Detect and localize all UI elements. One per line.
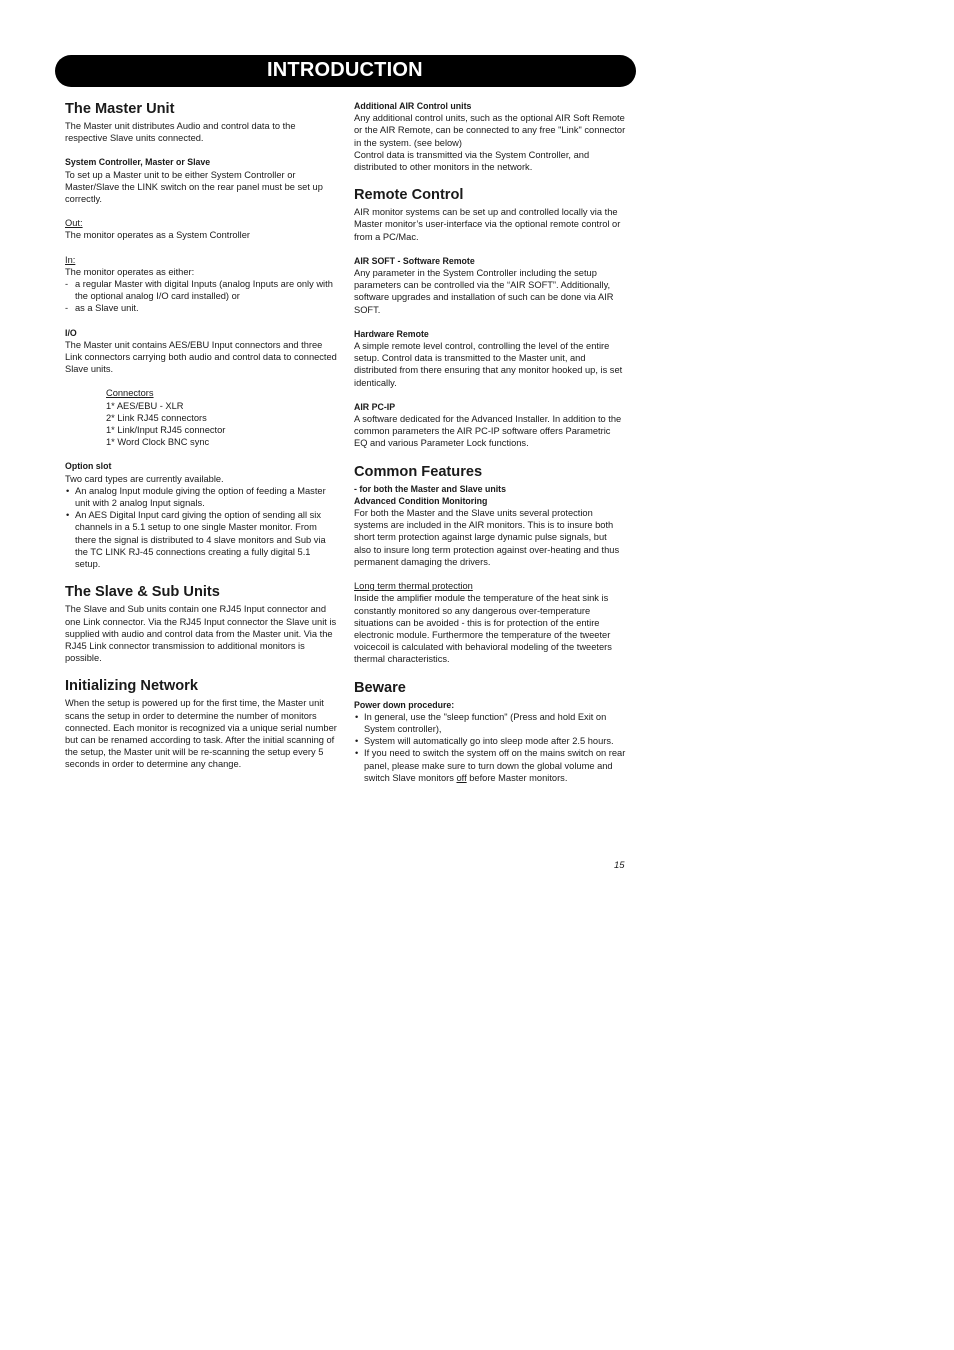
option-slot-text: Two card types are currently available. — [65, 473, 224, 484]
list-item — [354, 747, 626, 784]
connector-item: 1* Link/Input RJ45 connector — [106, 425, 226, 436]
connectors-label: Connectors — [106, 388, 154, 399]
list-item-text: If you need to switch the system off on the mains switch on rear panel, please make sure to turn down the global volume and switch Slave monitors — [364, 748, 626, 783]
power-down-list — [354, 711, 626, 784]
list-item: • An analog Input module giving the option of feeding a Master unit with 2 analog Input signals. — [65, 485, 337, 509]
connectors-block — [65, 387, 337, 448]
master-intro: The Master unit distributes Audio and control data to the respective Slave units connected. — [65, 121, 296, 144]
connector-item: 2* Link RJ45 connectors — [106, 412, 207, 423]
page-title: INTRODUCTION — [267, 59, 423, 81]
hardware-remote-heading: Hardware Remote — [354, 328, 429, 339]
thermal-protection-text: Inside the amplifier module the temperature of the heat sink is constantly monitored so any dangerous over-temperature situations can be avoided - this is for protection of the entire electronic module. Furthermore the temperature of the tweeter voicecoil is calculated with behavioral modeling of the tweeters thermal characteristics. — [354, 593, 612, 665]
air-soft-heading: AIR SOFT - Software Remote — [354, 255, 475, 266]
common-features-heading: Common Features — [354, 463, 483, 480]
air-pcip-heading: AIR PC-IP — [354, 401, 396, 412]
condition-monitoring-text: For both the Master and the Slave units several protection systems are included in the AIR monitors. This is to insure both short term protection against large dynamic pulse signals, but also to insure long term protection against over-heating and thus permanent damaging the drivers. — [354, 508, 620, 567]
list-item: - a regular Master with digital Inputs (analog Inputs are only with the optional analog I/O card installed) or — [65, 278, 337, 302]
list-item-text: before Master monitors. — [466, 772, 568, 783]
connector-item: 1* Word Clock BNC sync — [106, 437, 210, 448]
system-controller-text: To set up a Master unit to be either System Controller or Master/Slave the LINK switch on the rear panel must be set up correctly. — [65, 169, 323, 205]
out-text: The monitor operates as a System Controller — [65, 230, 250, 241]
in-text: The monitor operates as either: — [65, 266, 195, 277]
air-control-text-2: Control data is transmitted via the System Controller, and distributed to other monitors in the network. — [354, 149, 590, 173]
air-pcip-text: A software dedicated for the Advanced Installer. In addition to the common parameters the AIR PC-IP software offers Parametric EQ and various Parameter Lock functions. — [354, 414, 622, 449]
page-number: 15 — [614, 860, 625, 871]
thermal-protection-label: Long term thermal protection — [354, 581, 473, 592]
title-banner — [55, 55, 636, 87]
system-controller-heading: System Controller, Master or Slave — [65, 157, 211, 168]
list-item: • In general, use the "sleep function" (Press and hold Exit on System controller), — [354, 711, 626, 735]
option-slot-heading: Option slot — [65, 461, 112, 472]
io-heading: I/O — [65, 327, 77, 338]
list-item: - as a Slave unit. — [65, 302, 337, 314]
condition-monitoring-heading: Advanced Condition Monitoring — [354, 495, 488, 506]
off-emphasis: off — [456, 772, 467, 783]
io-text: The Master unit contains AES/EBU Input connectors and three Link connectors carrying both audio and control data to connected Slave units. — [65, 339, 337, 375]
connector-item: 1* AES/EBU - XLR — [106, 400, 184, 411]
slave-sub-heading: The Slave & Sub Units — [65, 584, 220, 601]
right-column — [354, 100, 626, 784]
in-options-list — [65, 278, 337, 315]
master-unit-heading: The Master Unit — [65, 101, 175, 117]
hardware-remote-text: A simple remote level control, controlling the level of the entire setup. Control data is transmitted to the Master unit, and distributed from there ensuring that any monitor hooked up, is set identically. — [354, 341, 623, 388]
initializing-network-heading: Initializing Network — [65, 678, 198, 695]
initializing-network-text: When the setup is powered up for the first time, the Master unit scans the setup in order to determine the number of monitors connected. Each monitor is recognized via a unique serial number but can be renamed according to task. After the initial scanning of the setup, the Master unit will be re-scanning the setup every 5 seconds in order to determine any change. — [65, 698, 337, 770]
left-column — [65, 100, 337, 771]
air-soft-text: Any parameter in the System Controller including the setup parameters can be controlled via the “AIR SOFT”. Additionally, software upgrades and installation of such can be done via AIR SOFT. — [354, 268, 614, 315]
remote-control-heading: Remote Control — [354, 187, 464, 204]
option-cards-list — [65, 485, 337, 570]
list-item: • System will automatically go into sleep mode after 2.5 hours. — [354, 735, 626, 747]
air-control-text: Any additional control units, such as the optional AIR Soft Remote or the AIR Remote, can be connected to any free "Link" connector in the system. (see below) — [354, 113, 626, 148]
remote-control-text: AIR monitor systems can be set up and controlled locally via the Master monitor’s user-interface via the optional remote control or from a PC/Mac. — [354, 207, 621, 242]
in-label: In: — [65, 254, 76, 265]
slave-sub-text: The Slave and Sub units contain one RJ45 Input connector and one Link connector. Via the RJ45 Input connector the Slave unit is supplied with audio and control data from the Master unit. Via the RJ45 Link connector transmission to additional monitors is possible. — [65, 604, 337, 664]
power-down-heading: Power down procedure: — [354, 699, 455, 710]
list-item: • An AES Digital Input card giving the option of sending all six channels in a 5.1 setup to one single Master monitor. From there the signal is distributed to 4 slave monitors and Sub via the TC LINK RJ-45 connections creating a fully digital 5.1 setup. — [65, 509, 337, 570]
common-features-subheading: - for both the Master and Slave units — [354, 483, 507, 494]
beware-heading: Beware — [354, 679, 406, 696]
out-label: Out: — [65, 218, 83, 229]
air-control-heading: Additional AIR Control units — [354, 101, 472, 111]
